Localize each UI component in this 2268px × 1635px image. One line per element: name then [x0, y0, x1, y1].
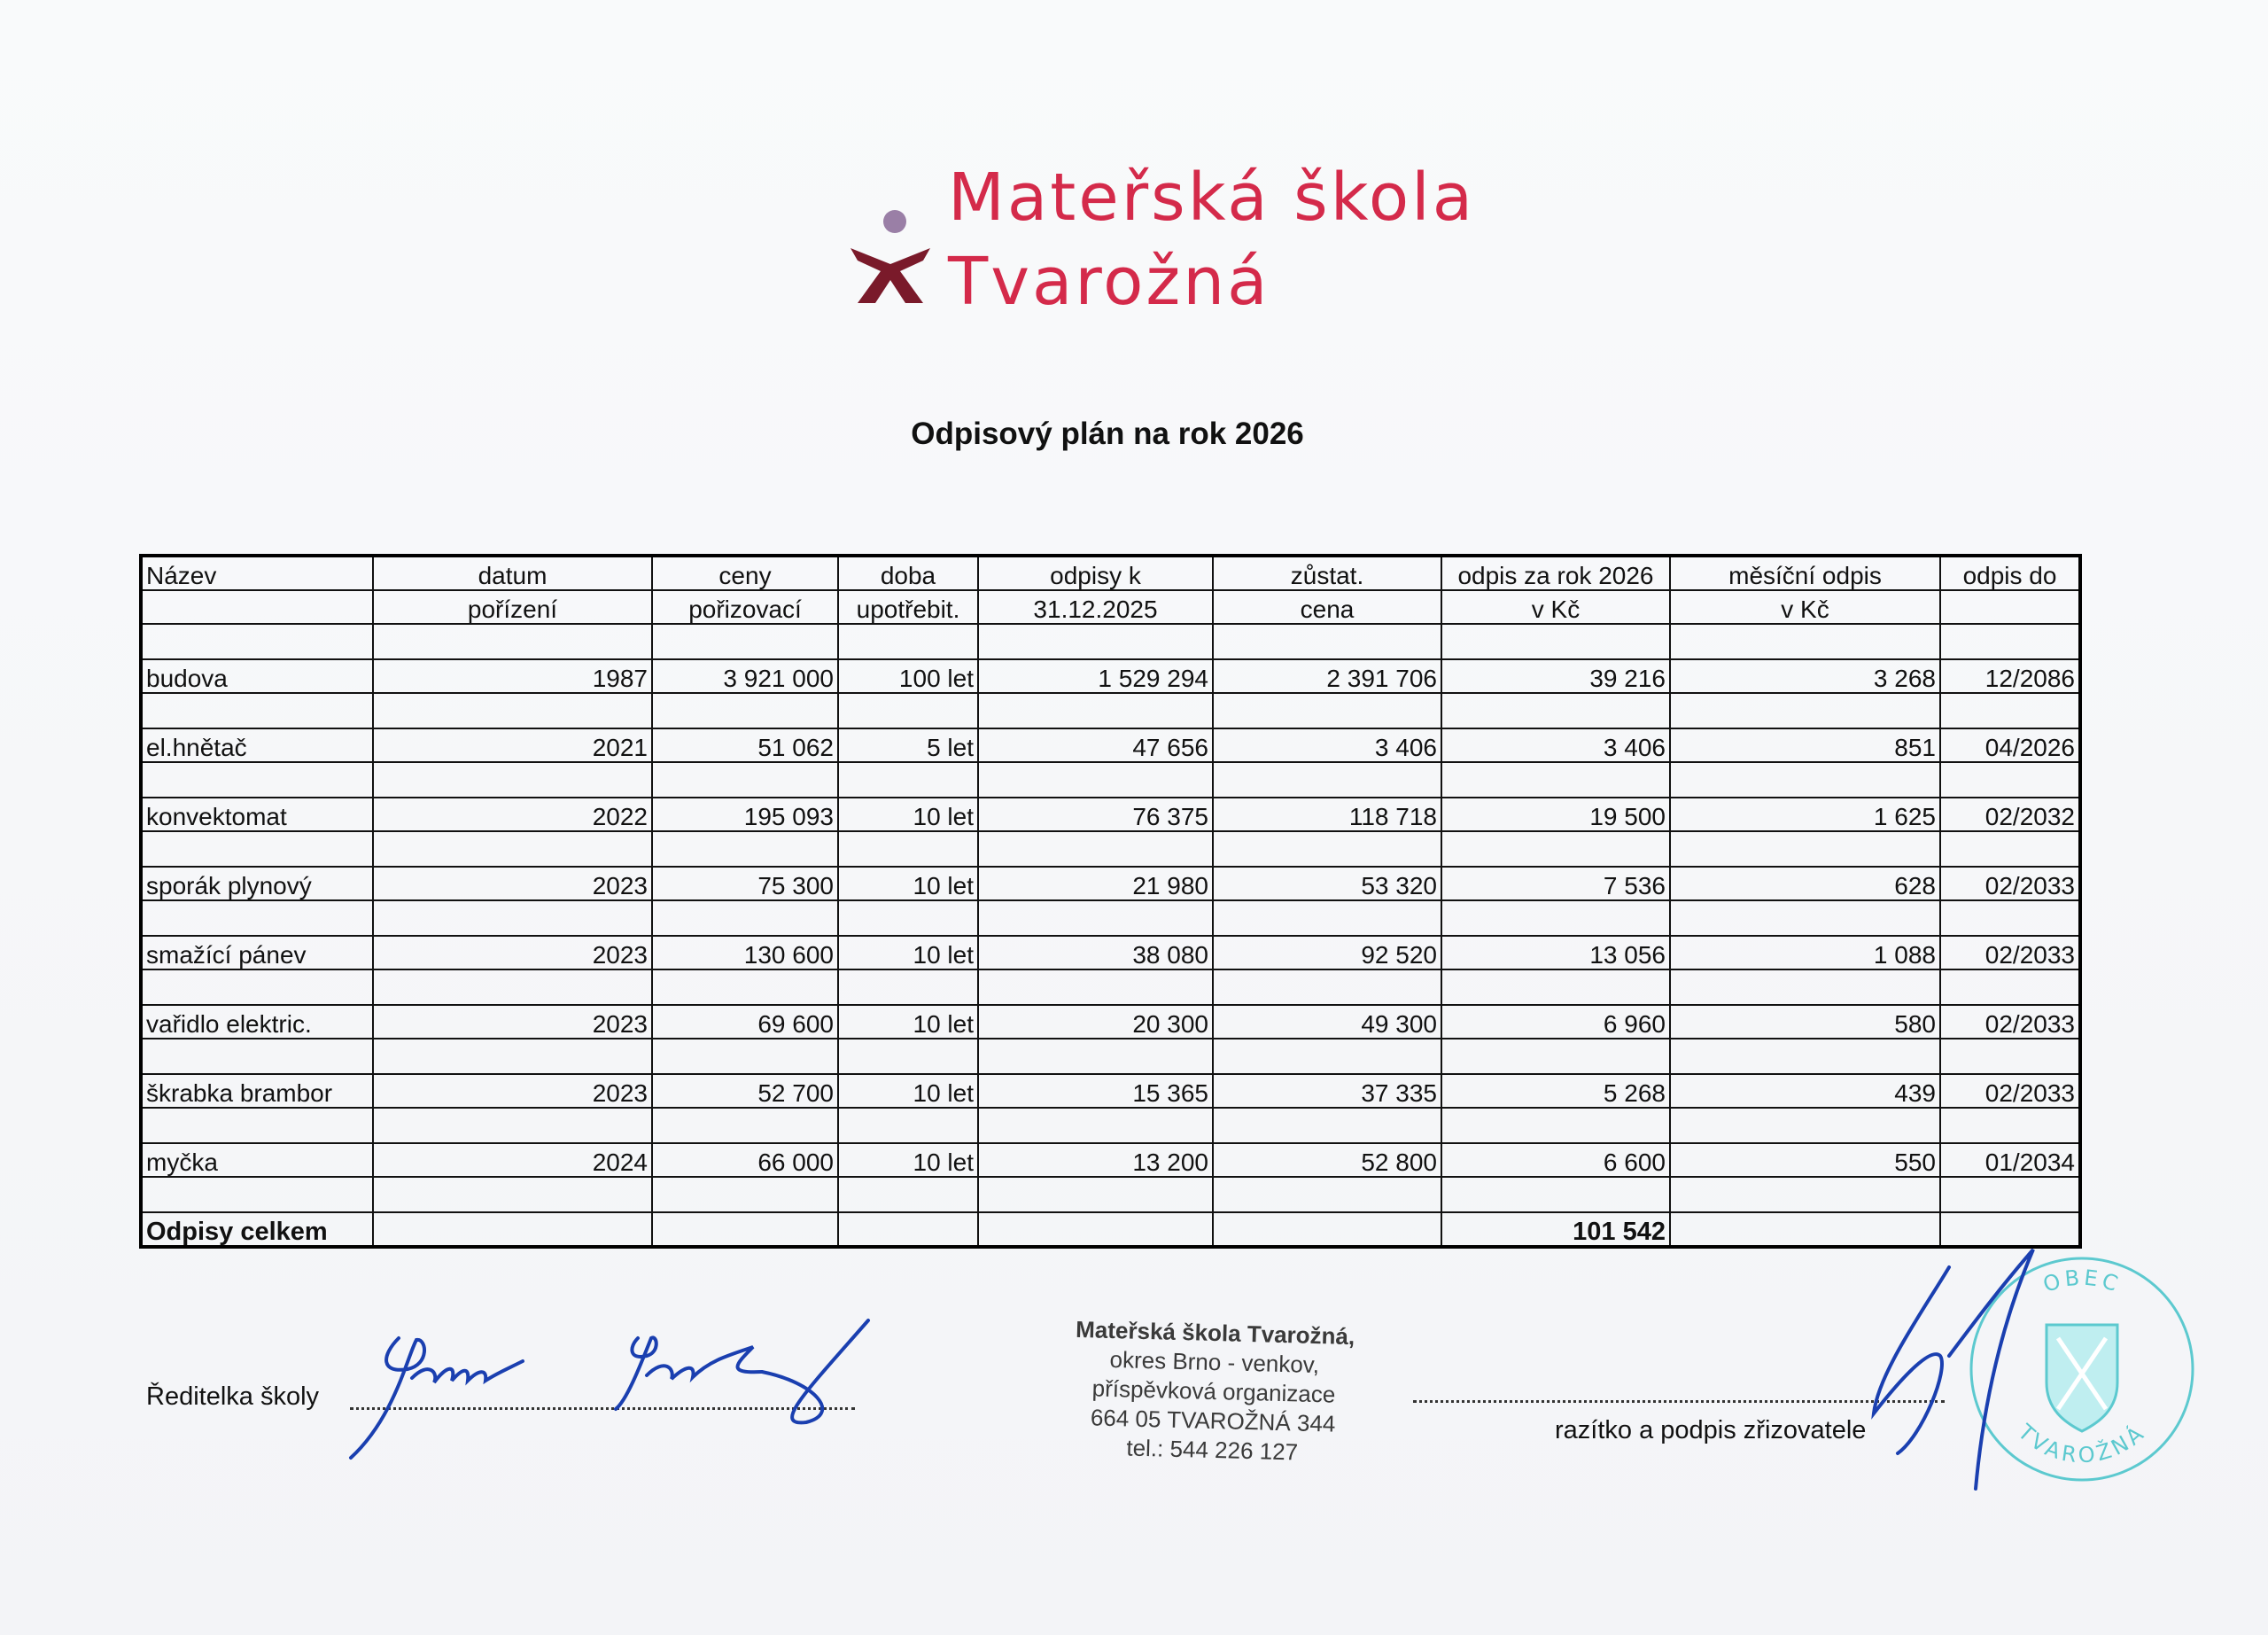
table-row [141, 659, 2080, 693]
table-cell: 02/2033 [1940, 1005, 2080, 1039]
asset-name-cell: smažící pánev [141, 936, 373, 969]
table-row [141, 1074, 2080, 1108]
table-cell: 2024 [373, 1143, 652, 1177]
asset-name-cell: sporák plynový [141, 867, 373, 900]
header-cell: měsíční odpis [1670, 556, 1940, 590]
table-row [141, 1005, 2080, 1039]
header-cell: v Kč [1441, 590, 1670, 624]
table-cell: 39 216 [1441, 659, 1670, 693]
table-cell: 15 365 [978, 1074, 1213, 1108]
spacer-row [141, 693, 2080, 728]
table-cell: 851 [1670, 728, 1940, 762]
header-cell [141, 590, 373, 624]
table-cell: 6 960 [1441, 1005, 1670, 1039]
table-cell: 02/2033 [1940, 867, 2080, 900]
table-cell: 118 718 [1213, 798, 1441, 831]
table-row [141, 728, 2080, 762]
stamp-line: okres Brno - venkov, [1109, 1345, 1320, 1379]
table-cell: 49 300 [1213, 1005, 1441, 1039]
table-cell: 5 let [838, 728, 978, 762]
table-cell: 3 921 000 [652, 659, 838, 693]
table-cell: 6 600 [1441, 1143, 1670, 1177]
table-cell: 2023 [373, 936, 652, 969]
stamp-line: Mateřská škola Tvarožná, [1075, 1315, 1355, 1351]
table-cell: 01/2034 [1940, 1143, 2080, 1177]
table-cell: 02/2033 [1940, 936, 2080, 969]
spacer-row [141, 624, 2080, 659]
spacer-row [141, 900, 2080, 936]
table-cell: 3 406 [1441, 728, 1670, 762]
table-cell: 2 391 706 [1213, 659, 1441, 693]
asset-name-cell: budova [141, 659, 373, 693]
header-cell: ceny [652, 556, 838, 590]
spacer-row [141, 1177, 2080, 1212]
table-header-row [141, 590, 2080, 624]
logo-text-line2: Tvarožná [948, 244, 1270, 320]
table-cell: 13 200 [978, 1143, 1213, 1177]
spacer-row [141, 1108, 2080, 1143]
table-cell: 550 [1670, 1143, 1940, 1177]
table-cell: 10 let [838, 867, 978, 900]
total-row [141, 1212, 2080, 1247]
logo-mark-icon [842, 204, 939, 328]
table-cell: 10 let [838, 1005, 978, 1039]
table-cell: 130 600 [652, 936, 838, 969]
table-header-row [141, 556, 2080, 590]
table-cell: 04/2026 [1940, 728, 2080, 762]
round-stamp-top: OBEC [2039, 1265, 2124, 1298]
table-cell: 10 let [838, 1143, 978, 1177]
header-cell: zůstat. [1213, 556, 1441, 590]
header-cell: odpis do [1940, 556, 2080, 590]
round-stamp-bottom: TVAROŽNÁ [2013, 1419, 2151, 1468]
spacer-row [141, 831, 2080, 867]
table-cell: 628 [1670, 867, 1940, 900]
depreciation-table [139, 554, 2082, 1249]
header-cell: 31.12.2025 [978, 590, 1213, 624]
table-cell: 21 980 [978, 867, 1213, 900]
header-cell: odpis za rok 2026 [1441, 556, 1670, 590]
table-row [141, 867, 2080, 900]
table-cell: 37 335 [1213, 1074, 1441, 1108]
table-cell: 38 080 [978, 936, 1213, 969]
document-title: Odpisový plán na rok 2026 [911, 417, 1304, 451]
school-logo [842, 160, 1497, 319]
stamp-line: tel.: 544 226 127 [1126, 1434, 1299, 1466]
founder-label: razítko a podpis zřizovatele [1555, 1416, 1867, 1444]
header-cell: cena [1213, 590, 1441, 624]
table-cell: 100 let [838, 659, 978, 693]
total-label: Odpisy celkem [141, 1212, 373, 1247]
table-cell: 10 let [838, 936, 978, 969]
asset-name-cell: vařidlo elektric. [141, 1005, 373, 1039]
header-cell [1940, 590, 2080, 624]
table-cell: 3 268 [1670, 659, 1940, 693]
table-cell: 580 [1670, 1005, 1940, 1039]
stamp-line: příspěvková organizace [1091, 1374, 1336, 1408]
header-cell: pořizovací [652, 590, 838, 624]
table-cell: 19 500 [1441, 798, 1670, 831]
table-row [141, 1143, 2080, 1177]
logo-text-line1: Mateřská škola [948, 160, 1476, 236]
table-cell: 2023 [373, 1005, 652, 1039]
table-cell: 10 let [838, 798, 978, 831]
table-cell: 439 [1670, 1074, 1940, 1108]
total-value: 101 542 [1441, 1212, 1670, 1247]
table-cell: 10 let [838, 1074, 978, 1108]
table-cell: 7 536 [1441, 867, 1670, 900]
spacer-row [141, 1039, 2080, 1074]
table-cell: 76 375 [978, 798, 1213, 831]
header-cell: doba [838, 556, 978, 590]
spacer-row [141, 762, 2080, 798]
table-cell: 2022 [373, 798, 652, 831]
table-cell: 1 625 [1670, 798, 1940, 831]
table-row [141, 936, 2080, 969]
table-cell: 1 088 [1670, 936, 1940, 969]
header-cell: pořízení [373, 590, 652, 624]
table-cell: 75 300 [652, 867, 838, 900]
table-cell: 5 268 [1441, 1074, 1670, 1108]
table-cell: 51 062 [652, 728, 838, 762]
stamp-line: 664 05 TVAROŽNÁ 344 [1090, 1404, 1336, 1437]
table-cell: 47 656 [978, 728, 1213, 762]
table-cell: 53 320 [1213, 867, 1441, 900]
table-cell: 2023 [373, 1074, 652, 1108]
table-cell: 2023 [373, 867, 652, 900]
header-cell: datum [373, 556, 652, 590]
asset-name-cell: el.hnětač [141, 728, 373, 762]
table-cell: 69 600 [652, 1005, 838, 1039]
table-cell: 2021 [373, 728, 652, 762]
header-cell: odpisy k [978, 556, 1213, 590]
school-stamp [1035, 1314, 1393, 1469]
asset-name-cell: škrabka brambor [141, 1074, 373, 1108]
founder-signature-icon [1852, 1214, 2117, 1515]
header-cell: v Kč [1670, 590, 1940, 624]
header-cell: Název [141, 556, 373, 590]
table-row [141, 798, 2080, 831]
table-cell: 20 300 [978, 1005, 1213, 1039]
table-cell: 1987 [373, 659, 652, 693]
header-cell: upotřebit. [838, 590, 978, 624]
table-cell: 52 700 [652, 1074, 838, 1108]
table-cell: 13 056 [1441, 936, 1670, 969]
table-cell: 12/2086 [1940, 659, 2080, 693]
director-label: Ředitelka školy [146, 1382, 320, 1411]
table-cell: 52 800 [1213, 1143, 1441, 1177]
table-cell: 02/2032 [1940, 798, 2080, 831]
asset-name-cell: konvektomat [141, 798, 373, 831]
table-cell: 3 406 [1213, 728, 1441, 762]
table-cell: 92 520 [1213, 936, 1441, 969]
table-cell: 66 000 [652, 1143, 838, 1177]
asset-name-cell: myčka [141, 1143, 373, 1177]
director-signature-icon [346, 1276, 877, 1471]
table-cell: 1 529 294 [978, 659, 1213, 693]
spacer-row [141, 969, 2080, 1005]
table-cell: 02/2033 [1940, 1074, 2080, 1108]
table-cell: 195 093 [652, 798, 838, 831]
